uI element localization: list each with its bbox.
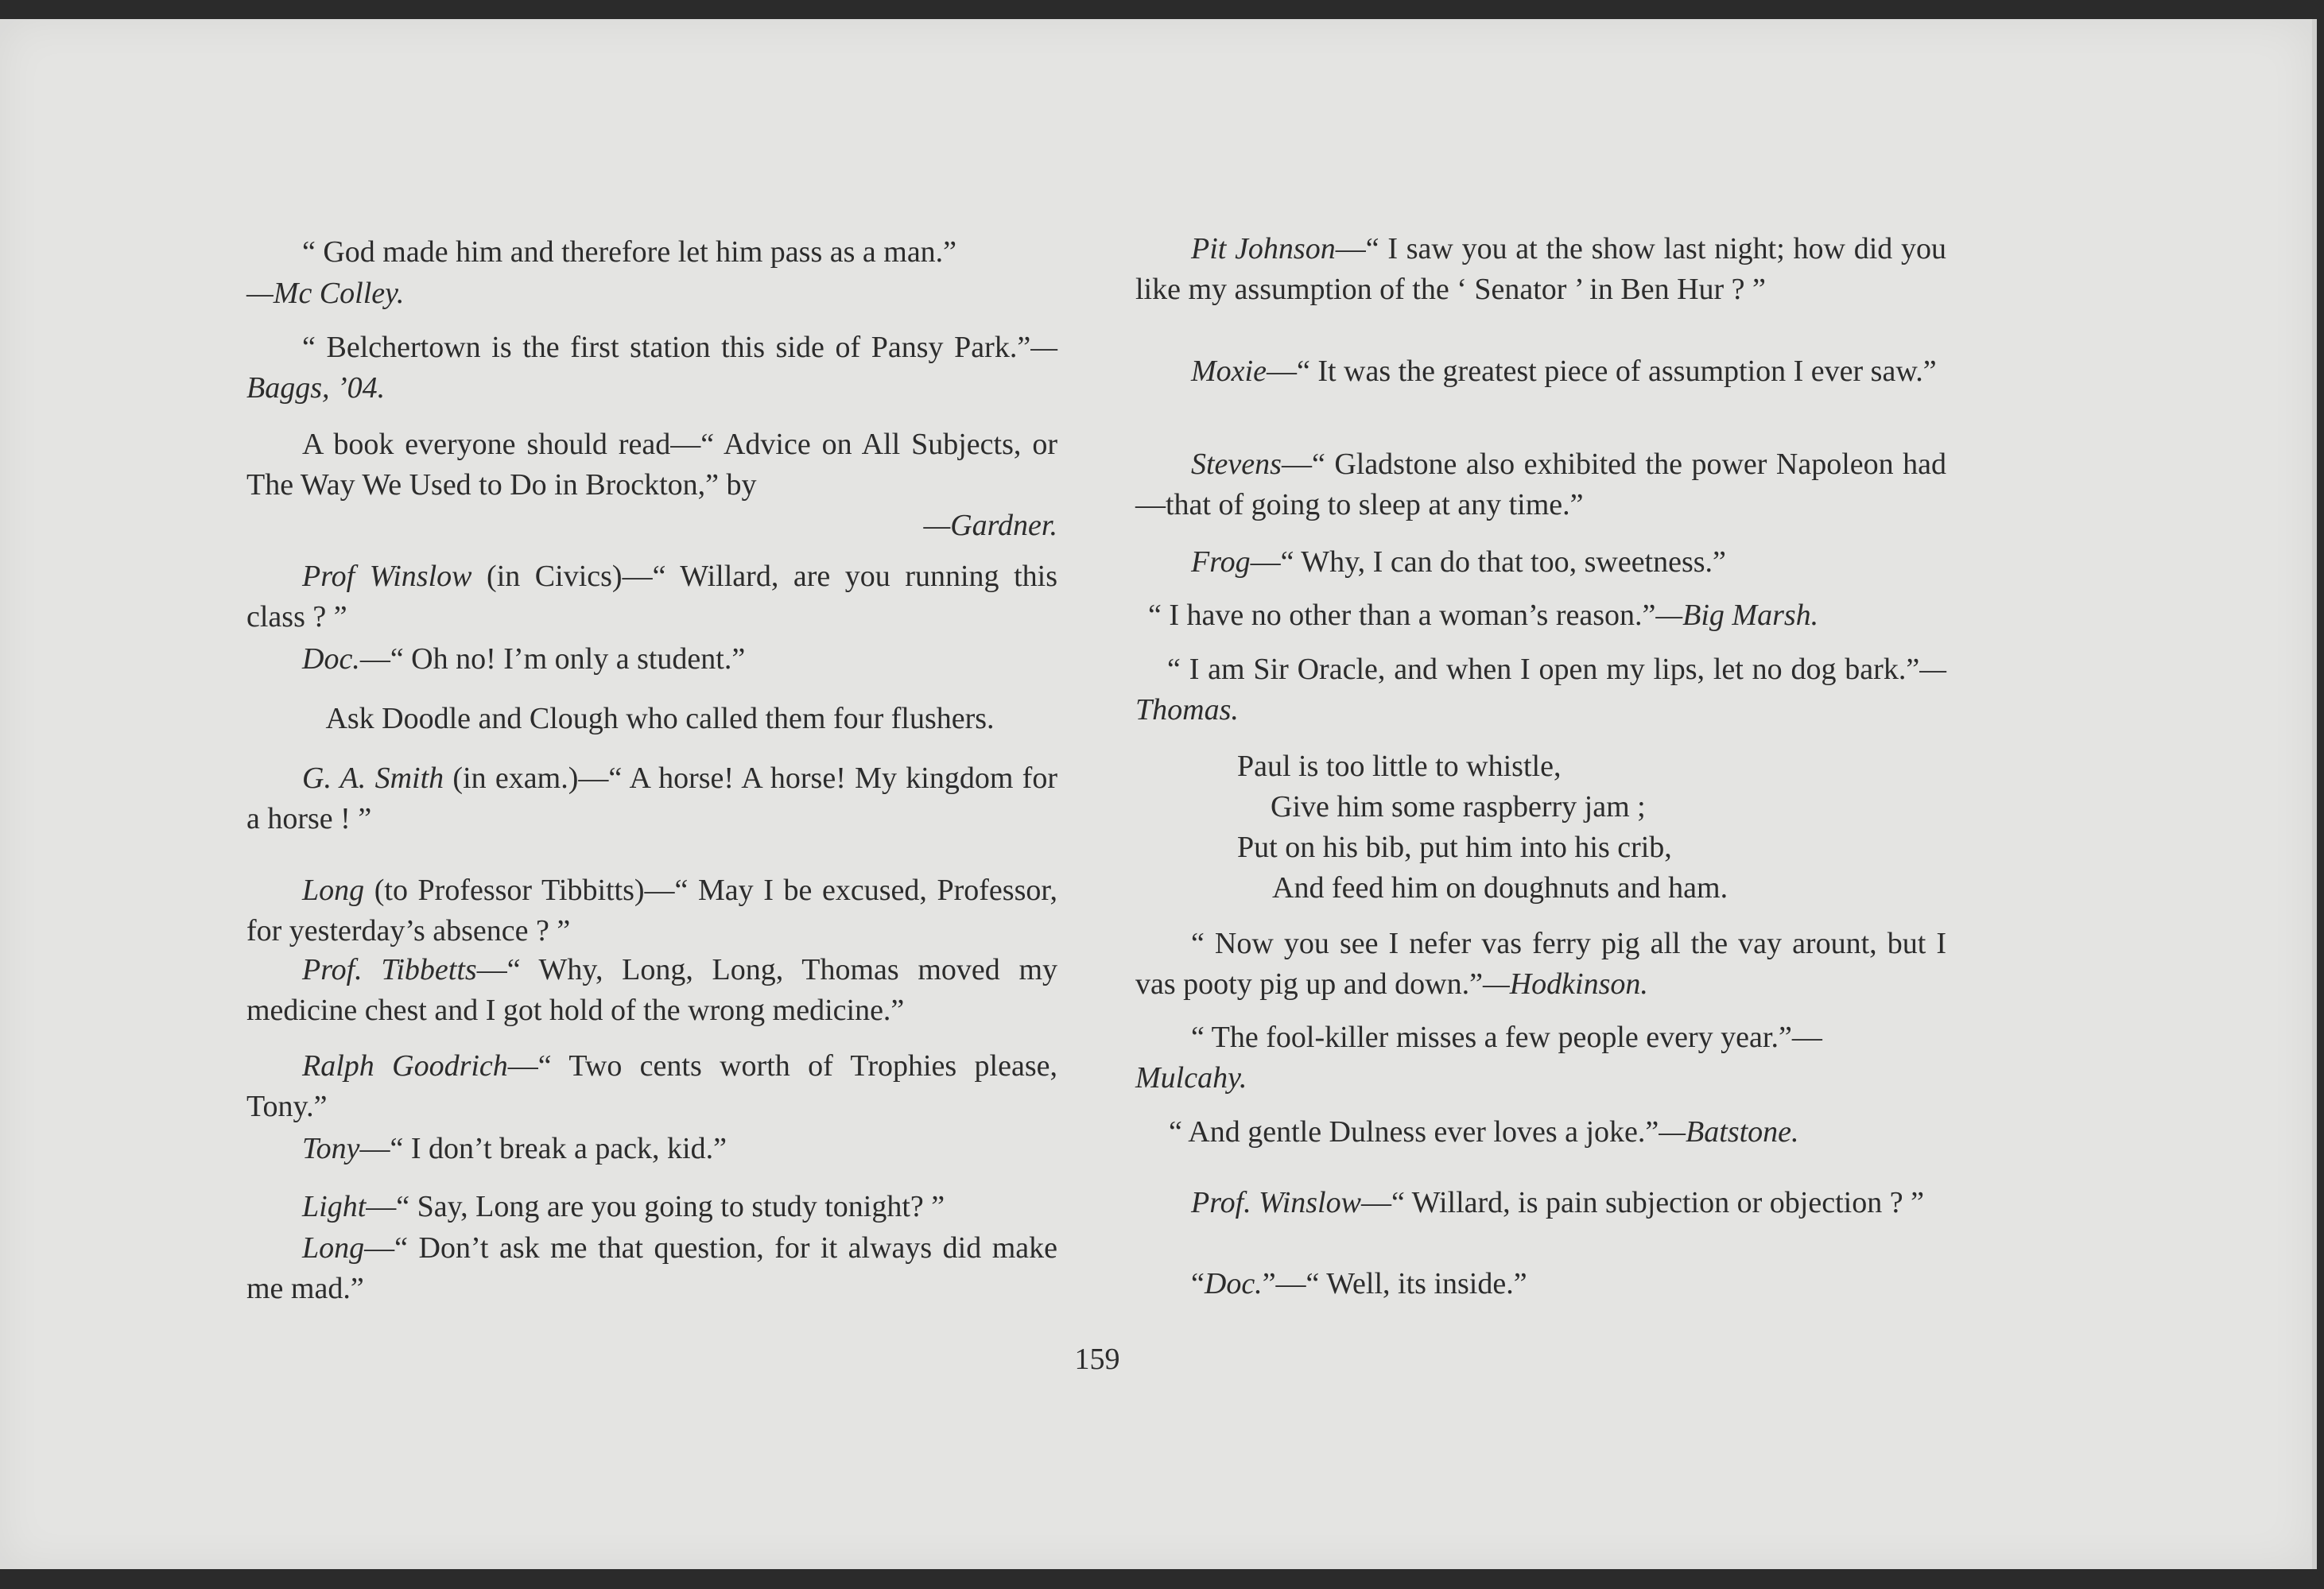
quote-smith	[246, 758, 1057, 839]
author-mccolley: —Mc Colley.	[246, 277, 405, 310]
quote-text: (to Professor Tibbitts)—“ May I be excused, Professor, for yesterday’s absence ? ”	[246, 874, 1057, 948]
speaker: Light	[302, 1190, 367, 1223]
speaker: Prof. Tibbetts	[302, 953, 477, 986]
verse-line-3: Put on his bib, put him into his crib,	[1237, 831, 1672, 864]
speaker: Ralph Goodrich	[302, 1049, 508, 1083]
quote-winslow-civics	[246, 556, 1057, 638]
quote-text: (in exam.)—“ A horse! A horse! My kingdom for a horse ! ”	[246, 762, 1057, 835]
quote-doc	[246, 639, 1057, 680]
author-mulcahy: Mulcahy.	[1135, 1061, 1247, 1095]
quote-text: “ The fool-killer misses a few people every year.”—	[1191, 1021, 1822, 1054]
quote-doc-inside	[1135, 1264, 1946, 1304]
author-big-marsh: —Big Marsh.	[1655, 599, 1819, 632]
quote-text: —“ Willard, is pain subjection or objection ? ”	[1360, 1186, 1924, 1219]
quote-winslow-pain	[1135, 1183, 1946, 1223]
quote-text: “ I have no other than a woman’s reason.”	[1148, 599, 1656, 632]
speaker: Long	[302, 874, 365, 907]
quote-tony	[246, 1129, 1057, 1169]
note-doodle-clough	[262, 699, 1057, 739]
book-page	[0, 19, 2317, 1569]
speaker: Long	[302, 1231, 365, 1265]
author-batstone: —Batstone.	[1659, 1115, 1799, 1149]
quote-text: A book everyone should read—“ Advice on All Subjects, or The Way We Used to Do in Brockton,” by	[246, 428, 1057, 502]
quote-text: —“ Don’t ask me that question, for it always did make me mad.”	[246, 1231, 1057, 1305]
quote-text: “ And gentle Dulness ever loves a joke.”	[1169, 1115, 1659, 1149]
verse-line-2: Give him some raspberry jam ;	[1271, 790, 1646, 824]
quote-attribution	[1135, 1058, 1946, 1099]
quote-book	[246, 424, 1057, 506]
quote-thomas	[1135, 649, 1946, 731]
author-thomas: — Thomas.	[1135, 653, 1946, 727]
quote-attribution	[246, 506, 1057, 546]
quote-big-marsh	[1135, 595, 1946, 636]
note-text: Ask Doodle and Clough who called them four flushers.	[325, 702, 995, 735]
speaker: Prof. Winslow	[1191, 1186, 1361, 1219]
verse-line-4: And feed him on doughnuts and ham.	[1272, 871, 1728, 905]
quote-long-mad	[246, 1228, 1057, 1309]
author-hodkinson: —Hodkinson.	[1482, 967, 1648, 1001]
quote-text: —“ Two cents worth of Trophies please, Tony.”	[246, 1049, 1057, 1123]
quote-text: (in Civics)—“ Willard, are you running this class ? ”	[246, 560, 1057, 634]
quote-baggs	[246, 327, 1057, 409]
quote-text: —“ Oh no! I’m only a student.”	[359, 642, 746, 676]
quote-goodrich	[246, 1046, 1057, 1127]
speaker: Doc.	[1204, 1267, 1263, 1300]
quote-text: —“ It was the greatest piece of assumption I ever saw.”	[1266, 355, 1937, 388]
quote-text: “ Belchertown is the first station this side of Pansy Park.”	[302, 331, 1031, 364]
author-baggs: —Baggs, ’04.	[246, 331, 1057, 405]
quote-text: “ God made him and therefore let him pass as a man.”	[302, 235, 957, 269]
quote-text: ”—“ Well, its inside.”	[1262, 1267, 1527, 1300]
verse-line-1: Paul is too little to whistle,	[1237, 750, 1562, 783]
quote-hodkinson	[1135, 924, 1946, 1005]
quote-text: —“ Why, I can do that too, sweetness.”	[1250, 545, 1726, 579]
speaker: Pit Johnson	[1191, 232, 1336, 265]
quote-text: —“ Why, Long, Long, Thomas moved my medicine chest and I got hold of the wrong medicine.”	[246, 953, 1057, 1027]
quote-light	[246, 1187, 1057, 1227]
quote-tibbetts	[246, 950, 1057, 1031]
quote-text: —“ Gladstone also exhibited the power Napoleon had—that of going to sleep at any time.”	[1135, 448, 1946, 521]
quote-open: “	[1191, 1267, 1205, 1300]
quote-mccolley	[246, 232, 1057, 273]
speaker: Frog	[1191, 545, 1251, 579]
speaker: Doc.	[302, 642, 360, 676]
quote-frog	[1135, 542, 1946, 583]
speaker: Moxie	[1191, 355, 1267, 388]
quote-moxie	[1135, 351, 1946, 392]
quote-batstone	[1135, 1112, 1946, 1153]
speaker: Prof Winslow	[302, 560, 472, 593]
quote-stevens	[1135, 444, 1946, 525]
speaker: Stevens	[1191, 448, 1282, 481]
page-number: 159	[1074, 1343, 1120, 1376]
quote-text: —“ I saw you at the show last night; how did you like my assumption of the ‘ Senator ’ in Ben Hur ? ”	[1135, 232, 1947, 306]
quote-text: —“ Say, Long are you going to study tonight? ”	[366, 1190, 945, 1223]
quote-text: “ Now you see I nefer vas ferry pig all the vay arount, but I vas pooty pig up and down.”	[1135, 927, 1946, 1001]
speaker: G. A. Smith	[302, 762, 444, 795]
quote-mulcahy	[1135, 1017, 1946, 1058]
quote-text: “ I am Sir Oracle, and when I open my lips, let no dog bark.”	[1167, 653, 1920, 686]
quote-attribution	[246, 273, 1057, 314]
author-gardner: —Gardner.	[923, 509, 1057, 542]
speaker: Tony	[302, 1132, 360, 1165]
quote-long-excused	[246, 870, 1057, 951]
quote-pit-johnson	[1135, 229, 1946, 310]
quote-text: —“ I don’t break a pack, kid.”	[359, 1132, 727, 1165]
